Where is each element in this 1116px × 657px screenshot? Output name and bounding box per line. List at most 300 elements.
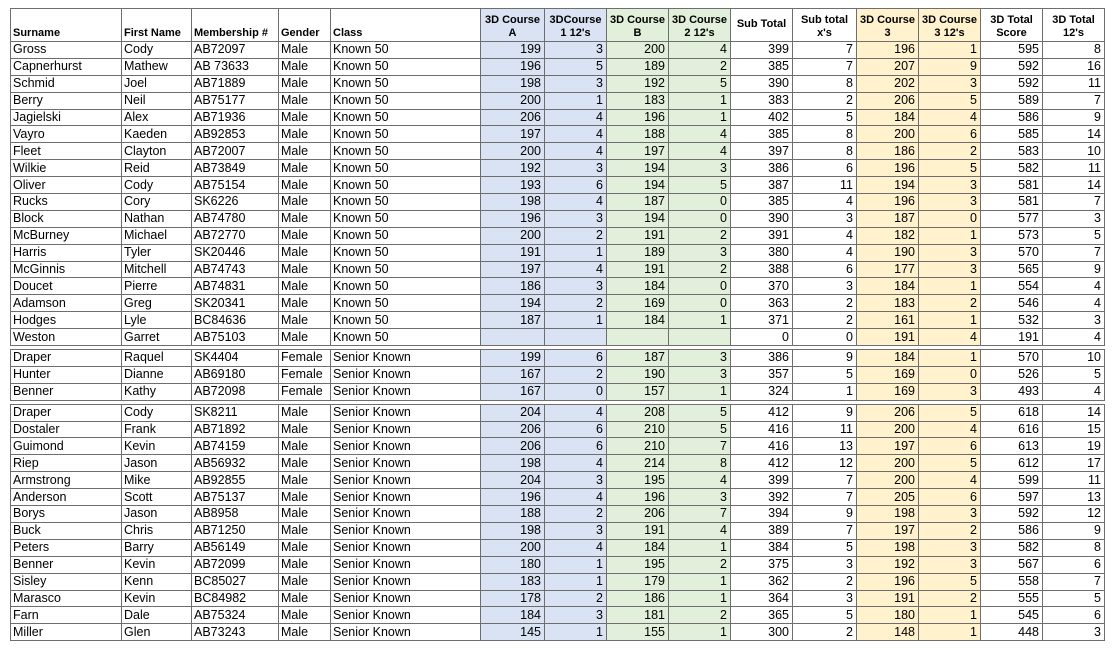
cell-course-3[interactable]: 184 (857, 109, 919, 126)
cell-course-3-12s[interactable]: 2 (919, 590, 981, 607)
cell-sub-total[interactable]: 385 (731, 58, 793, 75)
cell-total-score[interactable]: 565 (981, 261, 1043, 278)
cell-course-1-12s[interactable]: 2 (545, 366, 607, 383)
cell-class[interactable]: Known 50 (331, 295, 481, 312)
cell-course-3[interactable]: 184 (857, 350, 919, 367)
cell-total-score[interactable]: 586 (981, 109, 1043, 126)
cell-class[interactable]: Senior Known (331, 438, 481, 455)
cell-course-1-12s[interactable]: 2 (545, 295, 607, 312)
cell-total-12s[interactable]: 3 (1043, 624, 1105, 641)
cell-class[interactable]: Senior Known (331, 455, 481, 472)
cell-membership[interactable]: SK8211 (192, 404, 279, 421)
cell-course-2-12s[interactable]: 3 (669, 366, 731, 383)
cell-gender[interactable]: Male (279, 92, 331, 109)
cell-course-3-12s[interactable]: 9 (919, 58, 981, 75)
cell-course-2-12s[interactable]: 0 (669, 278, 731, 295)
header-total-12s[interactable]: 3D Total 12's (1043, 9, 1105, 42)
cell-total-12s[interactable]: 11 (1043, 160, 1105, 177)
cell-total-12s[interactable]: 14 (1043, 177, 1105, 194)
cell-surname[interactable]: Benner (11, 556, 122, 573)
cell-surname[interactable]: Peters (11, 539, 122, 556)
cell-total-12s[interactable]: 15 (1043, 421, 1105, 438)
cell-gender[interactable]: Male (279, 590, 331, 607)
cell-course-2-12s[interactable]: 1 (669, 624, 731, 641)
header-first-name[interactable]: First Name (122, 9, 192, 42)
cell-course-b[interactable]: 157 (607, 383, 669, 400)
cell-course-2-12s[interactable]: 5 (669, 421, 731, 438)
cell-total-12s[interactable]: 5 (1043, 227, 1105, 244)
cell-class[interactable]: Senior Known (331, 383, 481, 400)
cell-first-name[interactable]: Kaeden (122, 126, 192, 143)
cell-gender[interactable]: Male (279, 573, 331, 590)
cell-total-score[interactable]: 616 (981, 421, 1043, 438)
cell-course-b[interactable]: 208 (607, 404, 669, 421)
cell-total-score[interactable]: 592 (981, 506, 1043, 523)
cell-course-2-12s[interactable]: 4 (669, 143, 731, 160)
cell-course-3-12s[interactable]: 5 (919, 404, 981, 421)
cell-total-12s[interactable]: 14 (1043, 126, 1105, 143)
cell-sub-total-xs[interactable]: 5 (793, 607, 857, 624)
cell-course-3[interactable]: 196 (857, 160, 919, 177)
cell-sub-total-xs[interactable]: 7 (793, 58, 857, 75)
cell-course-a[interactable]: 167 (481, 366, 545, 383)
cell-course-3[interactable]: 198 (857, 506, 919, 523)
cell-course-a[interactable]: 198 (481, 522, 545, 539)
cell-membership[interactable]: AB71889 (192, 75, 279, 92)
cell-class[interactable]: Senior Known (331, 506, 481, 523)
cell-sub-total[interactable]: 363 (731, 295, 793, 312)
cell-gender[interactable]: Male (279, 506, 331, 523)
cell-course-3-12s[interactable]: 5 (919, 160, 981, 177)
cell-surname[interactable]: McGinnis (11, 261, 122, 278)
cell-sub-total[interactable]: 412 (731, 455, 793, 472)
cell-course-1-12s[interactable]: 4 (545, 143, 607, 160)
cell-course-3-12s[interactable]: 5 (919, 455, 981, 472)
cell-first-name[interactable]: Cody (122, 42, 192, 59)
cell-membership[interactable]: AB75154 (192, 177, 279, 194)
cell-course-1-12s[interactable]: 3 (545, 160, 607, 177)
cell-total-score[interactable]: 558 (981, 573, 1043, 590)
cell-total-12s[interactable]: 11 (1043, 75, 1105, 92)
cell-surname[interactable]: Harris (11, 244, 122, 261)
cell-sub-total-xs[interactable]: 11 (793, 421, 857, 438)
cell-course-3-12s[interactable]: 3 (919, 194, 981, 211)
cell-total-score[interactable]: 554 (981, 278, 1043, 295)
cell-total-score[interactable]: 612 (981, 455, 1043, 472)
cell-class[interactable]: Senior Known (331, 556, 481, 573)
cell-course-b[interactable]: 181 (607, 607, 669, 624)
cell-course-b[interactable]: 191 (607, 522, 669, 539)
cell-total-score[interactable]: 573 (981, 227, 1043, 244)
cell-membership[interactable]: BC84636 (192, 312, 279, 329)
cell-course-3[interactable]: 197 (857, 522, 919, 539)
cell-course-3-12s[interactable]: 3 (919, 506, 981, 523)
cell-course-3[interactable]: 169 (857, 366, 919, 383)
cell-surname[interactable]: Marasco (11, 590, 122, 607)
cell-sub-total-xs[interactable]: 5 (793, 109, 857, 126)
cell-class[interactable]: Senior Known (331, 350, 481, 367)
cell-total-score[interactable]: 582 (981, 539, 1043, 556)
cell-membership[interactable]: AB71936 (192, 109, 279, 126)
cell-total-12s[interactable]: 9 (1043, 261, 1105, 278)
cell-sub-total[interactable]: 390 (731, 210, 793, 227)
cell-total-12s[interactable]: 4 (1043, 383, 1105, 400)
cell-sub-total[interactable]: 357 (731, 366, 793, 383)
cell-course-b[interactable]: 200 (607, 42, 669, 59)
cell-course-1-12s[interactable]: 6 (545, 438, 607, 455)
cell-sub-total-xs[interactable]: 5 (793, 539, 857, 556)
cell-membership[interactable]: SK20341 (192, 295, 279, 312)
cell-course-2-12s[interactable] (669, 329, 731, 346)
cell-sub-total[interactable]: 375 (731, 556, 793, 573)
cell-course-3-12s[interactable]: 5 (919, 92, 981, 109)
cell-course-1-12s[interactable]: 3 (545, 42, 607, 59)
header-sub-total-xs[interactable]: Sub total x's (793, 9, 857, 42)
cell-course-3-12s[interactable]: 1 (919, 350, 981, 367)
cell-sub-total[interactable]: 399 (731, 472, 793, 489)
cell-course-b[interactable]: 191 (607, 261, 669, 278)
cell-sub-total-xs[interactable]: 5 (793, 366, 857, 383)
cell-sub-total[interactable]: 387 (731, 177, 793, 194)
cell-course-3[interactable]: 190 (857, 244, 919, 261)
cell-class[interactable]: Known 50 (331, 312, 481, 329)
cell-course-2-12s[interactable]: 2 (669, 556, 731, 573)
cell-course-1-12s[interactable]: 2 (545, 590, 607, 607)
cell-course-b[interactable]: 189 (607, 58, 669, 75)
cell-membership[interactable]: AB74780 (192, 210, 279, 227)
cell-class[interactable]: Known 50 (331, 92, 481, 109)
cell-membership[interactable]: AB 73633 (192, 58, 279, 75)
cell-course-3-12s[interactable]: 1 (919, 607, 981, 624)
cell-first-name[interactable]: Kevin (122, 438, 192, 455)
cell-surname[interactable]: Draper (11, 404, 122, 421)
cell-course-b[interactable]: 196 (607, 109, 669, 126)
cell-course-3[interactable]: 196 (857, 194, 919, 211)
cell-class[interactable]: Known 50 (331, 126, 481, 143)
cell-course-3[interactable]: 180 (857, 607, 919, 624)
header-sub-total[interactable]: Sub Total (731, 9, 793, 42)
cell-course-1-12s[interactable]: 0 (545, 383, 607, 400)
cell-gender[interactable]: Male (279, 438, 331, 455)
cell-sub-total[interactable]: 388 (731, 261, 793, 278)
cell-course-2-12s[interactable]: 1 (669, 590, 731, 607)
cell-sub-total[interactable]: 390 (731, 75, 793, 92)
cell-total-score[interactable]: 493 (981, 383, 1043, 400)
cell-total-score[interactable]: 545 (981, 607, 1043, 624)
cell-sub-total-xs[interactable]: 3 (793, 556, 857, 573)
cell-first-name[interactable]: Chris (122, 522, 192, 539)
cell-gender[interactable]: Male (279, 556, 331, 573)
cell-membership[interactable]: BC85027 (192, 573, 279, 590)
cell-first-name[interactable]: Tyler (122, 244, 192, 261)
cell-gender[interactable]: Male (279, 472, 331, 489)
cell-sub-total[interactable]: 385 (731, 194, 793, 211)
cell-total-12s[interactable]: 5 (1043, 366, 1105, 383)
header-course-2-12s[interactable]: 3D Course 2 12's (669, 9, 731, 42)
cell-course-b[interactable]: 194 (607, 160, 669, 177)
cell-class[interactable]: Known 50 (331, 160, 481, 177)
cell-total-12s[interactable]: 4 (1043, 295, 1105, 312)
cell-gender[interactable]: Male (279, 109, 331, 126)
cell-sub-total[interactable]: 386 (731, 350, 793, 367)
cell-course-b[interactable]: 155 (607, 624, 669, 641)
cell-membership[interactable]: AB72007 (192, 143, 279, 160)
cell-course-3-12s[interactable]: 4 (919, 421, 981, 438)
cell-total-score[interactable]: 583 (981, 143, 1043, 160)
cell-course-1-12s[interactable]: 4 (545, 126, 607, 143)
cell-course-a[interactable]: 198 (481, 194, 545, 211)
cell-sub-total-xs[interactable]: 9 (793, 404, 857, 421)
cell-course-b[interactable] (607, 329, 669, 346)
cell-sub-total[interactable]: 399 (731, 42, 793, 59)
cell-total-12s[interactable]: 14 (1043, 404, 1105, 421)
cell-surname[interactable]: Wilkie (11, 160, 122, 177)
cell-course-2-12s[interactable]: 1 (669, 573, 731, 590)
cell-course-2-12s[interactable]: 3 (669, 160, 731, 177)
cell-course-b[interactable]: 169 (607, 295, 669, 312)
cell-first-name[interactable]: Alex (122, 109, 192, 126)
cell-total-12s[interactable]: 8 (1043, 42, 1105, 59)
cell-sub-total[interactable]: 380 (731, 244, 793, 261)
cell-course-a[interactable]: 199 (481, 350, 545, 367)
cell-surname[interactable]: Adamson (11, 295, 122, 312)
cell-course-b[interactable]: 183 (607, 92, 669, 109)
cell-course-a[interactable]: 204 (481, 404, 545, 421)
cell-first-name[interactable]: Neil (122, 92, 192, 109)
cell-course-3[interactable]: 177 (857, 261, 919, 278)
cell-course-a[interactable]: 186 (481, 278, 545, 295)
cell-surname[interactable]: Dostaler (11, 421, 122, 438)
cell-course-b[interactable]: 187 (607, 350, 669, 367)
header-membership[interactable]: Membership # (192, 9, 279, 42)
cell-sub-total-xs[interactable]: 3 (793, 590, 857, 607)
cell-course-a[interactable]: 197 (481, 261, 545, 278)
cell-class[interactable]: Senior Known (331, 607, 481, 624)
cell-surname[interactable]: Weston (11, 329, 122, 346)
cell-course-3-12s[interactable]: 3 (919, 383, 981, 400)
cell-gender[interactable]: Male (279, 210, 331, 227)
cell-course-b[interactable]: 189 (607, 244, 669, 261)
cell-course-3[interactable]: 169 (857, 383, 919, 400)
cell-total-score[interactable]: 589 (981, 92, 1043, 109)
cell-total-score[interactable]: 191 (981, 329, 1043, 346)
cell-course-a[interactable]: 180 (481, 556, 545, 573)
cell-first-name[interactable]: Kenn (122, 573, 192, 590)
cell-course-2-12s[interactable]: 2 (669, 227, 731, 244)
cell-first-name[interactable]: Mike (122, 472, 192, 489)
cell-course-2-12s[interactable]: 3 (669, 244, 731, 261)
cell-course-3-12s[interactable]: 0 (919, 366, 981, 383)
cell-course-1-12s[interactable]: 2 (545, 227, 607, 244)
cell-course-1-12s[interactable]: 4 (545, 261, 607, 278)
cell-course-1-12s[interactable]: 3 (545, 75, 607, 92)
cell-course-2-12s[interactable]: 0 (669, 194, 731, 211)
cell-class[interactable]: Known 50 (331, 329, 481, 346)
cell-course-2-12s[interactable]: 2 (669, 58, 731, 75)
cell-course-2-12s[interactable]: 5 (669, 177, 731, 194)
cell-sub-total-xs[interactable]: 2 (793, 92, 857, 109)
cell-first-name[interactable]: Nathan (122, 210, 192, 227)
cell-course-3-12s[interactable]: 0 (919, 210, 981, 227)
cell-course-1-12s[interactable]: 3 (545, 278, 607, 295)
cell-surname[interactable]: Hunter (11, 366, 122, 383)
cell-course-a[interactable]: 178 (481, 590, 545, 607)
cell-course-a[interactable]: 200 (481, 539, 545, 556)
cell-course-2-12s[interactable]: 2 (669, 607, 731, 624)
cell-course-a[interactable]: 194 (481, 295, 545, 312)
cell-course-2-12s[interactable]: 2 (669, 261, 731, 278)
cell-total-12s[interactable]: 8 (1043, 539, 1105, 556)
cell-course-3[interactable]: 187 (857, 210, 919, 227)
cell-total-score[interactable]: 570 (981, 350, 1043, 367)
cell-sub-total-xs[interactable]: 6 (793, 261, 857, 278)
cell-course-b[interactable]: 194 (607, 210, 669, 227)
cell-first-name[interactable]: Raquel (122, 350, 192, 367)
cell-course-3[interactable]: 148 (857, 624, 919, 641)
cell-surname[interactable]: Riep (11, 455, 122, 472)
cell-course-3[interactable]: 161 (857, 312, 919, 329)
cell-sub-total[interactable]: 397 (731, 143, 793, 160)
cell-course-3[interactable]: 206 (857, 92, 919, 109)
cell-course-3[interactable]: 197 (857, 438, 919, 455)
cell-course-1-12s[interactable]: 1 (545, 556, 607, 573)
cell-surname[interactable]: Miller (11, 624, 122, 641)
cell-course-b[interactable]: 187 (607, 194, 669, 211)
cell-first-name[interactable]: Michael (122, 227, 192, 244)
cell-total-score[interactable]: 577 (981, 210, 1043, 227)
cell-class[interactable]: Known 50 (331, 42, 481, 59)
cell-course-3-12s[interactable]: 3 (919, 177, 981, 194)
cell-class[interactable]: Known 50 (331, 244, 481, 261)
cell-course-b[interactable]: 195 (607, 472, 669, 489)
cell-course-a[interactable]: 196 (481, 489, 545, 506)
cell-sub-total[interactable]: 300 (731, 624, 793, 641)
cell-surname[interactable]: Capnerhurst (11, 58, 122, 75)
cell-course-2-12s[interactable]: 1 (669, 312, 731, 329)
cell-course-a[interactable]: 196 (481, 210, 545, 227)
cell-course-1-12s[interactable]: 4 (545, 194, 607, 211)
cell-gender[interactable]: Male (279, 489, 331, 506)
cell-first-name[interactable]: Garret (122, 329, 192, 346)
cell-first-name[interactable]: Lyle (122, 312, 192, 329)
cell-course-1-12s[interactable]: 3 (545, 607, 607, 624)
cell-course-3-12s[interactable]: 2 (919, 522, 981, 539)
cell-membership[interactable]: AB71250 (192, 522, 279, 539)
header-course-3[interactable]: 3D Course 3 (857, 9, 919, 42)
cell-total-12s[interactable]: 19 (1043, 438, 1105, 455)
cell-course-1-12s[interactable]: 1 (545, 312, 607, 329)
cell-course-1-12s[interactable]: 1 (545, 573, 607, 590)
cell-surname[interactable]: McBurney (11, 227, 122, 244)
cell-course-3[interactable]: 200 (857, 421, 919, 438)
header-total-score[interactable]: 3D Total Score (981, 9, 1043, 42)
cell-membership[interactable]: AB56149 (192, 539, 279, 556)
cell-surname[interactable]: Doucet (11, 278, 122, 295)
cell-course-a[interactable]: 188 (481, 506, 545, 523)
cell-sub-total-xs[interactable]: 7 (793, 472, 857, 489)
cell-course-a[interactable]: 206 (481, 438, 545, 455)
cell-first-name[interactable]: Cody (122, 404, 192, 421)
cell-sub-total[interactable]: 371 (731, 312, 793, 329)
cell-membership[interactable]: BC84982 (192, 590, 279, 607)
cell-gender[interactable]: Male (279, 42, 331, 59)
cell-course-b[interactable]: 196 (607, 489, 669, 506)
header-course-a[interactable]: 3D Course A (481, 9, 545, 42)
cell-first-name[interactable]: Mitchell (122, 261, 192, 278)
cell-course-a[interactable]: 191 (481, 244, 545, 261)
cell-class[interactable]: Senior Known (331, 366, 481, 383)
cell-total-score[interactable]: 597 (981, 489, 1043, 506)
cell-surname[interactable]: Benner (11, 383, 122, 400)
cell-course-1-12s[interactable]: 4 (545, 109, 607, 126)
cell-sub-total[interactable]: 416 (731, 421, 793, 438)
cell-course-1-12s[interactable]: 6 (545, 350, 607, 367)
cell-course-3-12s[interactable]: 5 (919, 573, 981, 590)
cell-gender[interactable]: Male (279, 329, 331, 346)
cell-total-12s[interactable]: 10 (1043, 350, 1105, 367)
cell-total-12s[interactable]: 12 (1043, 506, 1105, 523)
cell-sub-total[interactable]: 416 (731, 438, 793, 455)
cell-first-name[interactable]: Kevin (122, 590, 192, 607)
cell-first-name[interactable]: Barry (122, 539, 192, 556)
cell-total-12s[interactable]: 16 (1043, 58, 1105, 75)
cell-course-3-12s[interactable]: 3 (919, 556, 981, 573)
header-gender[interactable]: Gender (279, 9, 331, 42)
cell-course-a[interactable]: 197 (481, 126, 545, 143)
cell-class[interactable]: Senior Known (331, 539, 481, 556)
cell-membership[interactable]: AB72097 (192, 42, 279, 59)
cell-first-name[interactable]: Greg (122, 295, 192, 312)
cell-membership[interactable]: AB74743 (192, 261, 279, 278)
cell-course-2-12s[interactable]: 7 (669, 438, 731, 455)
cell-course-2-12s[interactable]: 1 (669, 539, 731, 556)
cell-membership[interactable]: AB75177 (192, 92, 279, 109)
cell-total-score[interactable]: 526 (981, 366, 1043, 383)
cell-membership[interactable]: AB69180 (192, 366, 279, 383)
cell-gender[interactable]: Male (279, 295, 331, 312)
cell-sub-total[interactable]: 391 (731, 227, 793, 244)
cell-course-a[interactable]: 206 (481, 421, 545, 438)
cell-course-2-12s[interactable]: 8 (669, 455, 731, 472)
cell-course-3[interactable]: 202 (857, 75, 919, 92)
cell-gender[interactable]: Male (279, 58, 331, 75)
cell-course-3[interactable]: 200 (857, 455, 919, 472)
cell-sub-total-xs[interactable]: 8 (793, 75, 857, 92)
cell-sub-total[interactable]: 383 (731, 92, 793, 109)
cell-course-1-12s[interactable]: 3 (545, 210, 607, 227)
cell-total-score[interactable]: 592 (981, 58, 1043, 75)
cell-sub-total-xs[interactable]: 7 (793, 42, 857, 59)
cell-total-12s[interactable]: 10 (1043, 143, 1105, 160)
cell-course-3[interactable]: 184 (857, 278, 919, 295)
cell-total-score[interactable]: 582 (981, 160, 1043, 177)
cell-class[interactable]: Senior Known (331, 421, 481, 438)
cell-sub-total[interactable]: 386 (731, 160, 793, 177)
cell-class[interactable]: Known 50 (331, 261, 481, 278)
cell-class[interactable]: Senior Known (331, 404, 481, 421)
cell-course-3-12s[interactable]: 1 (919, 227, 981, 244)
cell-course-3-12s[interactable]: 3 (919, 539, 981, 556)
cell-sub-total-xs[interactable]: 4 (793, 194, 857, 211)
cell-course-1-12s[interactable] (545, 329, 607, 346)
cell-surname[interactable]: Berry (11, 92, 122, 109)
cell-course-2-12s[interactable]: 7 (669, 506, 731, 523)
cell-course-a[interactable] (481, 329, 545, 346)
cell-course-2-12s[interactable]: 5 (669, 404, 731, 421)
cell-course-b[interactable]: 194 (607, 177, 669, 194)
cell-course-a[interactable]: 200 (481, 92, 545, 109)
cell-course-b[interactable]: 179 (607, 573, 669, 590)
